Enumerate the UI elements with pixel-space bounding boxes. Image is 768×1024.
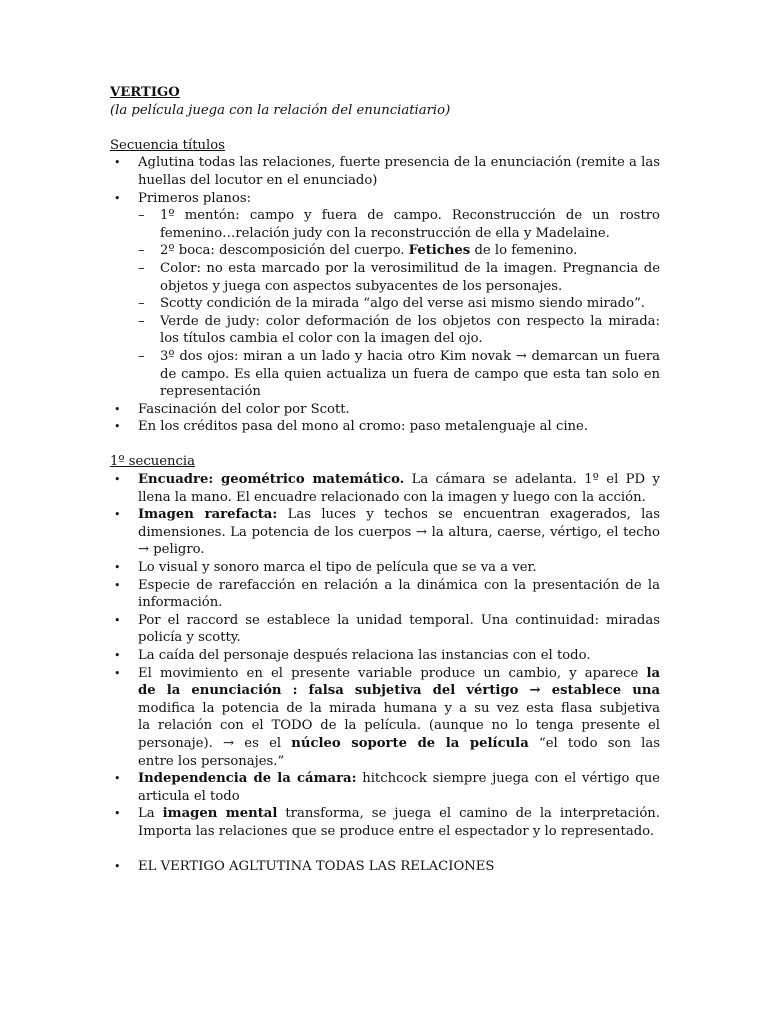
- text-line: Aglutina todas las relaciones, fuerte presencia de la enunciación (remite a las: [138, 155, 660, 171]
- text-line: objetos y juega con aspectos subyacentes de los personajes.: [160, 278, 563, 294]
- section-heading: Secuencia títulos: [110, 137, 225, 153]
- dash-list-item: [110, 295, 660, 313]
- document-subtitle: (la película juega con la relación del enunciatiario): [110, 102, 451, 118]
- dash-list-item: [110, 260, 660, 295]
- text-line: Por el raccord se establece la unidad temporal. Una continuidad: miradas: [138, 612, 660, 628]
- closing-bullet-item: [110, 858, 660, 876]
- bullet-list-item: [110, 471, 660, 506]
- text-line: Importa las relaciones que se produce entre el espectador y lo representado.: [138, 823, 655, 839]
- text-line: femenino…relación judy con la reconstrucción de ella y Madelaine.: [160, 225, 610, 241]
- spacer: [110, 119, 660, 137]
- document-title: VERTIGO: [110, 85, 180, 100]
- dash-marker: –: [138, 348, 145, 364]
- text-line: información.: [138, 595, 223, 611]
- bullet-list-item: [110, 805, 660, 840]
- bullet-marker: •: [114, 402, 121, 416]
- bullet-list-item: [110, 154, 660, 189]
- bullet-list-item: [110, 418, 660, 436]
- text-line: representación: [160, 384, 261, 400]
- text-line: Fascinación del color por Scott.: [138, 401, 350, 417]
- bullet-marker: •: [114, 666, 121, 680]
- bullet-list-item: [110, 506, 660, 559]
- text-line: llena la mano. El encuadre relacionado con la imagen y luego con la acción.: [138, 489, 646, 505]
- bullet-marker: •: [114, 420, 121, 434]
- bullet-marker: •: [114, 473, 121, 487]
- dash-list-item: [110, 348, 660, 401]
- text-line: de campo. Es ella quien actualiza un fuera de campo que esta tan solo en: [160, 366, 660, 382]
- document-body: [110, 137, 660, 876]
- text-line: Primeros planos:: [138, 190, 252, 206]
- bullet-list-item: [110, 190, 660, 208]
- dash-list-item: [110, 207, 660, 242]
- text-line: Color: no esta marcado por la verosimilitud de la imagen. Pregnancia de: [160, 260, 660, 276]
- dash-marker: –: [138, 313, 145, 329]
- text-line: Especie de rarefacción en relación a la dinámica con la presentación de la: [138, 577, 660, 593]
- bullet-list-item: [110, 612, 660, 647]
- text-line: modifica la potencia de la mirada humana y a su vez esta flasa subjetiva: [138, 700, 660, 716]
- text-line: de la enunciación : falsa subjetiva del vértigo → establece una: [138, 683, 660, 699]
- text-line: articula el todo: [138, 788, 240, 804]
- text-line: huellas del locutor en el enunciado): [138, 172, 378, 188]
- text-line: dimensiones. La potencia de los cuerpos → la altura, caerse, vértigo, el techo: [138, 524, 660, 540]
- bullet-marker: •: [114, 613, 121, 627]
- bullet-marker: •: [114, 508, 121, 522]
- bullet-list-item: [110, 401, 660, 419]
- text-line: La imagen mental transforma, se juega el camino de la interpretación.: [138, 806, 660, 822]
- text-line: → peligro.: [138, 542, 205, 558]
- text-line: La caída del personaje después relaciona las instancias con el todo.: [138, 648, 591, 663]
- bullet-marker: •: [114, 578, 121, 592]
- dash-marker: –: [138, 296, 145, 312]
- bullet-list-item: [110, 577, 660, 612]
- dash-list-item: [110, 242, 660, 260]
- dash-list-item: [110, 313, 660, 348]
- bullet-list-item: [110, 665, 660, 771]
- bullet-list-item: [110, 770, 660, 805]
- bullet-list-item: [110, 647, 660, 665]
- text-line: Independencia de la cámara: hitchcock siempre juega con el vértigo que: [138, 771, 660, 787]
- section-heading: 1º secuencia: [110, 454, 195, 470]
- text-line: entre los personajes.”: [138, 753, 285, 769]
- bullet-marker: •: [114, 191, 121, 205]
- text-line: Lo visual y sonoro marca el tipo de película que se va a ver.: [138, 560, 537, 576]
- bullet-marker: •: [114, 772, 121, 786]
- bullet-marker: •: [114, 807, 121, 821]
- bullet-marker: •: [114, 561, 121, 575]
- text-line: personaje). → es el núcleo soporte de la película “el todo son las: [138, 735, 660, 751]
- text-line: los títulos cambia el color con la imagen del ojo.: [160, 331, 483, 347]
- bullet-marker: •: [114, 649, 121, 662]
- text-line: 2º boca: descomposición del cuerpo. Fetiches de lo femenino.: [160, 243, 578, 259]
- dash-marker: –: [138, 243, 145, 259]
- text-line: El movimiento en el presente variable produce un cambio, y aparece la: [138, 665, 660, 681]
- spacer: [110, 841, 660, 859]
- text-line: 3º dos ojos: miran a un lado y hacia otro Kim novak → demarcan un fuera: [160, 348, 660, 364]
- text-line: la relación con el TODO de la película. (aunque no lo tenga presente el: [138, 718, 660, 734]
- text-line: 1º mentón: campo y fuera de campo. Reconstrucción de un rostro: [160, 208, 660, 224]
- text-line: Verde de judy: color deformación de los objetos con respecto la mirada:: [160, 313, 660, 329]
- bullet-marker: •: [114, 156, 121, 170]
- closing-statement: EL VERTIGO AGLTUTINA TODAS LAS RELACIONES: [138, 859, 495, 875]
- dash-marker: –: [138, 208, 145, 224]
- bullet-marker: •: [114, 860, 121, 874]
- text-line: Scotty condición de la mirada “algo del verse asi mismo siendo mirado”.: [160, 296, 646, 312]
- dash-marker: –: [138, 260, 145, 276]
- text-line: Encuadre: geométrico matemático. La cámara se adelanta. 1º el PD y: [138, 472, 660, 488]
- text-line: Imagen rarefacta: Las luces y techos se encuentran exagerados, las: [138, 507, 660, 523]
- text-line: policía y scotty.: [138, 630, 241, 646]
- spacer: [110, 436, 660, 454]
- bullet-list-item: [110, 559, 660, 577]
- text-line: En los créditos pasa del mono al cromo: paso metalenguaje al cine.: [138, 419, 589, 435]
- document-page: [110, 84, 660, 876]
